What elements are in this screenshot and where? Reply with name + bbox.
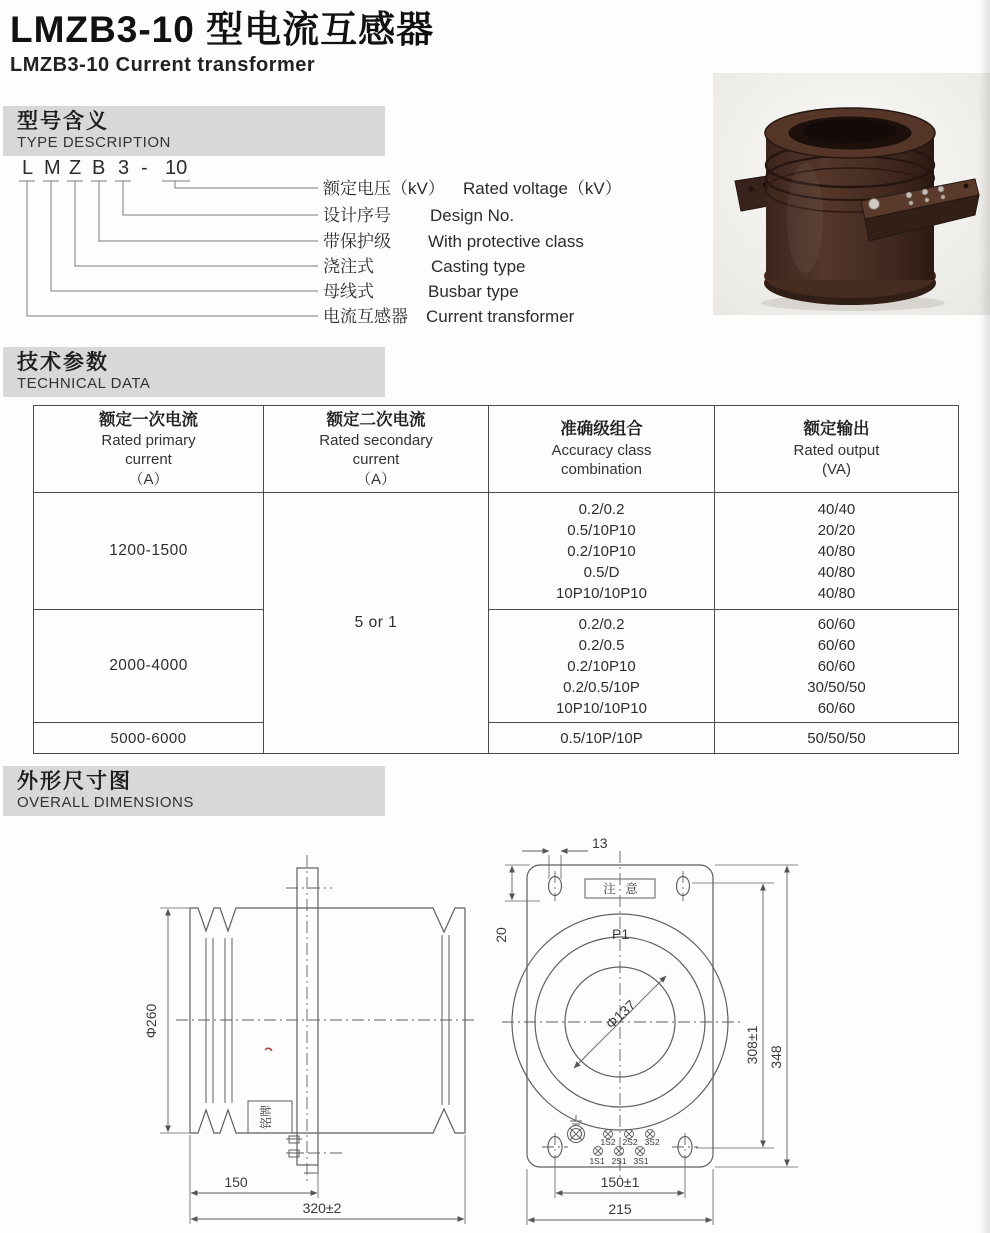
output-value: 60/60	[817, 699, 856, 717]
model-code-number-10: 10	[165, 157, 188, 179]
header-zh: 额定二次电流	[326, 410, 426, 429]
title-block	[10, 8, 434, 77]
model-code-letter-b: B	[92, 157, 106, 179]
terminal-3s2-label: 3S2	[644, 1137, 660, 1147]
terminal-p1-label: P1	[612, 926, 630, 942]
model-code-dash: -	[141, 157, 148, 179]
dim-top-offset-label: 20	[493, 927, 509, 943]
accuracy-value: 0.2/10P10	[567, 657, 636, 675]
section-header-technical-data	[3, 347, 385, 397]
caution-label: 注 意	[603, 882, 641, 896]
meaning-casting-zh: 浇注式	[323, 257, 374, 276]
dim-overall-height-label: 348	[768, 1045, 784, 1069]
model-code-letter-m: M	[44, 157, 61, 179]
model-code-digit-3: 3	[118, 157, 130, 179]
accuracy-value: 10P10/10P10	[556, 699, 647, 717]
accuracy-value: 0.2/0.2	[578, 615, 625, 633]
accuracy-value: 0.2/0.5	[578, 636, 625, 654]
header-en: Rated secondary	[319, 431, 433, 449]
table-row	[34, 723, 959, 754]
meaning-protective-zh: 带保护级	[323, 232, 391, 251]
dim-320-label: 320±2	[302, 1200, 342, 1216]
accuracy-value: 0.2/0.5/10P	[563, 678, 640, 696]
section-header-type-description	[3, 106, 385, 156]
header-rated-secondary-current	[264, 406, 489, 493]
scan-edge-shadow	[978, 0, 990, 1233]
accuracy-value: 0.5/10P10	[567, 521, 636, 539]
header-en: Accuracy class	[551, 441, 652, 459]
model-code-letter-z: Z	[69, 157, 82, 179]
header-unit: （A）	[128, 470, 169, 488]
rated-outputs	[715, 493, 959, 610]
table-row	[34, 610, 959, 723]
meaning-busbar-zh: 母线式	[323, 282, 374, 301]
accuracy-value: 0.2/10P10	[567, 542, 636, 560]
accuracy-value: 0.5/10P/10P	[560, 729, 643, 747]
secondary-current-value: 5 or 1	[264, 493, 489, 754]
section-title-en: TECHNICAL DATA	[17, 375, 151, 393]
dim-mount-height-label: 308±1	[744, 1025, 760, 1065]
product-photo	[713, 73, 990, 315]
section-header-overall-dimensions	[3, 766, 385, 816]
output-value: 40/80	[817, 563, 856, 581]
table-row	[34, 493, 959, 610]
meaning-ct-zh: 电流互感器	[323, 307, 408, 326]
header-rated-primary-current	[34, 406, 264, 493]
dim-hole-diameter-label: Φ137	[602, 996, 639, 1032]
primary-current-range: 5000-6000	[34, 723, 264, 754]
output-value: 20/20	[817, 521, 856, 539]
rated-outputs	[715, 723, 959, 754]
dim-150-label: 150	[224, 1174, 248, 1190]
table-header-row	[34, 406, 959, 493]
header-unit: （A）	[355, 470, 396, 488]
header-zh: 准确级组合	[560, 420, 643, 439]
header-zh: 额定一次电流	[99, 410, 198, 429]
page-subtitle: LMZB3-10 Current transformer	[10, 54, 316, 77]
primary-current-range: 2000-4000	[34, 610, 264, 723]
accuracy-combinations	[489, 493, 715, 610]
model-code-letter-l: L	[22, 157, 34, 179]
technical-data-table	[33, 405, 959, 754]
meaning-voltage-en: Rated voltage（kV）	[463, 179, 622, 198]
meaning-busbar-en: Busbar type	[428, 282, 519, 301]
meaning-design-en: Design No.	[430, 206, 515, 225]
header-rated-output	[715, 406, 959, 493]
header-unit: (VA)	[822, 461, 851, 479]
rated-outputs	[715, 610, 959, 723]
terminal-1s2-label: 1S2	[600, 1137, 616, 1147]
accuracy-value: 0.5/D	[583, 563, 620, 581]
accuracy-combinations	[489, 723, 715, 754]
dimension-drawings	[140, 835, 990, 1233]
meaning-voltage-zh: 额定电压（kV）	[323, 179, 445, 198]
meaning-design-zh: 设计序号	[323, 206, 391, 225]
dim-mount-width-label: 150±1	[600, 1174, 640, 1190]
output-value: 40/80	[817, 542, 856, 560]
page-title: LMZB3-10 型电流互感器	[10, 9, 435, 50]
header-zh: 额定输出	[803, 420, 870, 439]
accuracy-value: 10P10/10P10	[556, 584, 647, 602]
header-en: current	[125, 451, 172, 469]
meaning-protective-en: With protective class	[428, 232, 584, 251]
section-title-zh: 型号含义	[17, 110, 109, 133]
terminal-2s1-label: 2S1	[611, 1156, 627, 1166]
output-value: 40/80	[817, 584, 856, 602]
terminal-3s1-label: 3S1	[633, 1156, 649, 1166]
output-value: 50/50/50	[807, 729, 866, 747]
dim-overall-width-label: 215	[608, 1201, 632, 1217]
header-en: combination	[561, 461, 642, 479]
accuracy-combinations	[489, 610, 715, 723]
section-title-en: OVERALL DIMENSIONS	[17, 794, 194, 812]
section-title-en: TYPE DESCRIPTION	[17, 134, 171, 152]
meaning-ct-en: Current transformer	[426, 307, 575, 326]
output-value: 60/60	[817, 615, 856, 633]
terminal-1s1-label: 1S1	[589, 1156, 605, 1166]
output-value: 30/50/50	[807, 678, 866, 696]
output-value: 40/40	[817, 500, 856, 518]
section-title-zh: 外形尺寸图	[17, 770, 132, 793]
accuracy-value: 0.2/0.2	[578, 500, 625, 518]
model-code-diagram	[18, 156, 668, 331]
dim-body-diameter-label: Φ260	[143, 1003, 159, 1039]
model-code-lines	[19, 181, 318, 316]
nameplate-label: 铭牌	[259, 1104, 273, 1130]
header-en: Rated primary	[101, 431, 196, 449]
header-en: Rated output	[793, 441, 880, 459]
side-view-drawing	[160, 855, 474, 1224]
primary-current-range: 1200-1500	[34, 493, 264, 610]
header-en: current	[352, 451, 400, 469]
meaning-casting-en: Casting type	[431, 257, 526, 276]
output-value: 60/60	[817, 657, 856, 675]
section-title-zh: 技术参数	[17, 351, 109, 374]
header-accuracy-class	[489, 406, 715, 493]
dim-slot-width-label: 13	[592, 835, 608, 851]
terminal-2s2-label: 2S2	[622, 1137, 638, 1147]
output-value: 60/60	[817, 636, 856, 654]
